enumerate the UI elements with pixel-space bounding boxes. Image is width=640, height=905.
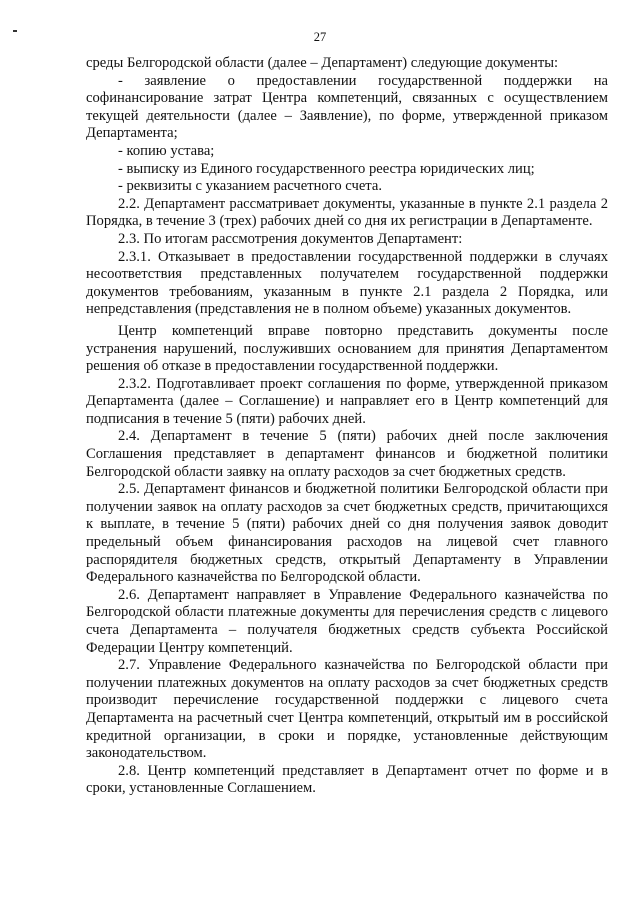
page-number: 27 — [313, 30, 327, 44]
paragraph: 2.3. По итогам рассмотрения документов Департамент: — [118, 230, 463, 247]
paragraph: 2.5. Департамент финансов и бюджетной политики Белгородской области при получении заявок на оплату расходов за счет бюджетных средств, причитающихся к выплате, в течение 5 (пяти) рабочих дней со дня получения заявок доводит предельный объем финансирования расходов на лицевой счет главного распорядителя бюджетных средств, открытый Департаменту в Управлении Федерального казначейства по Белгородской области. — [86, 481, 608, 586]
paragraph: 2.4. Департамент в течение 5 (пяти) рабочих дней после заключения Соглашения представляет в департамент финансов и бюджетной политики Белгородской области заявку на оплату расходов за счет бюджетных средств. — [86, 428, 608, 480]
paragraph: 2.2. Департамент рассматривает документы, указанные в пункте 2.1 раздела 2 Порядка, в течение 3 (трех) рабочих дней со дня их регистрации в Департаменте. — [86, 195, 608, 230]
paragraph: среды Белгородской области (далее – Департамент) следующие документы: — [86, 55, 559, 71]
paragraph: 2.3.2. Подготавливает проект соглашения по форме, утвержденной приказом Департамента (далее – Соглашение) и направляет его в Центр компетенций для подписания в течение 5 (пяти) рабочих дней. — [86, 375, 608, 427]
paragraph: 2.7. Управление Федерального казначейства по Белгородской области при получении платежных документов на оплату расходов за счет бюджетных средств производит перечисление государственной поддержки с лицевого счета Департамента на расчетный счет Центра компетенций, открытый им в российской кредитной организации, в сроки и порядке, установленные действующим законодательством. — [86, 657, 608, 762]
document-body — [86, 55, 608, 798]
paragraph: 2.6. Департамент направляет в Управление Федерального казначейства по Белгородской области платежные документы для перечисления средств с лицевого счета Департамента – получателя бюджетных средств субъекта Российской Федерации Центру компетенций. — [86, 586, 608, 656]
paragraph: - выписку из Единого государственного реестра юридических лиц; — [118, 160, 535, 177]
paragraph: - заявление о предоставлении государственной поддержки на софинансирование затрат Центра компетенций, связанных с осуществлением текущей деятельности (далее – Заявление), по форме, утвержденной приказом Департамента; — [86, 72, 608, 142]
paragraph: - копию устава; — [118, 142, 215, 159]
paragraph: - реквизиты с указанием расчетного счета. — [118, 178, 382, 195]
paragraph: 2.8. Центр компетенций представляет в Департамент отчет по форме и в сроки, установленные Соглашением. — [86, 762, 608, 797]
paragraph: Центр компетенций вправе повторно представить документы после устранения нарушений, послуживших основанием для принятия Департаментом решения об отказе в предоставлении государственной поддержки. — [86, 322, 608, 375]
paragraph: 2.3.1. Отказывает в предоставлении государственной поддержки в случаях несоответствия представленных получателем государственной поддержки документов требованиям, указанным в пункте 2.1 раздела 2 Порядка, или непредставления (представления не в полном объеме) указанных документов. — [86, 248, 608, 318]
